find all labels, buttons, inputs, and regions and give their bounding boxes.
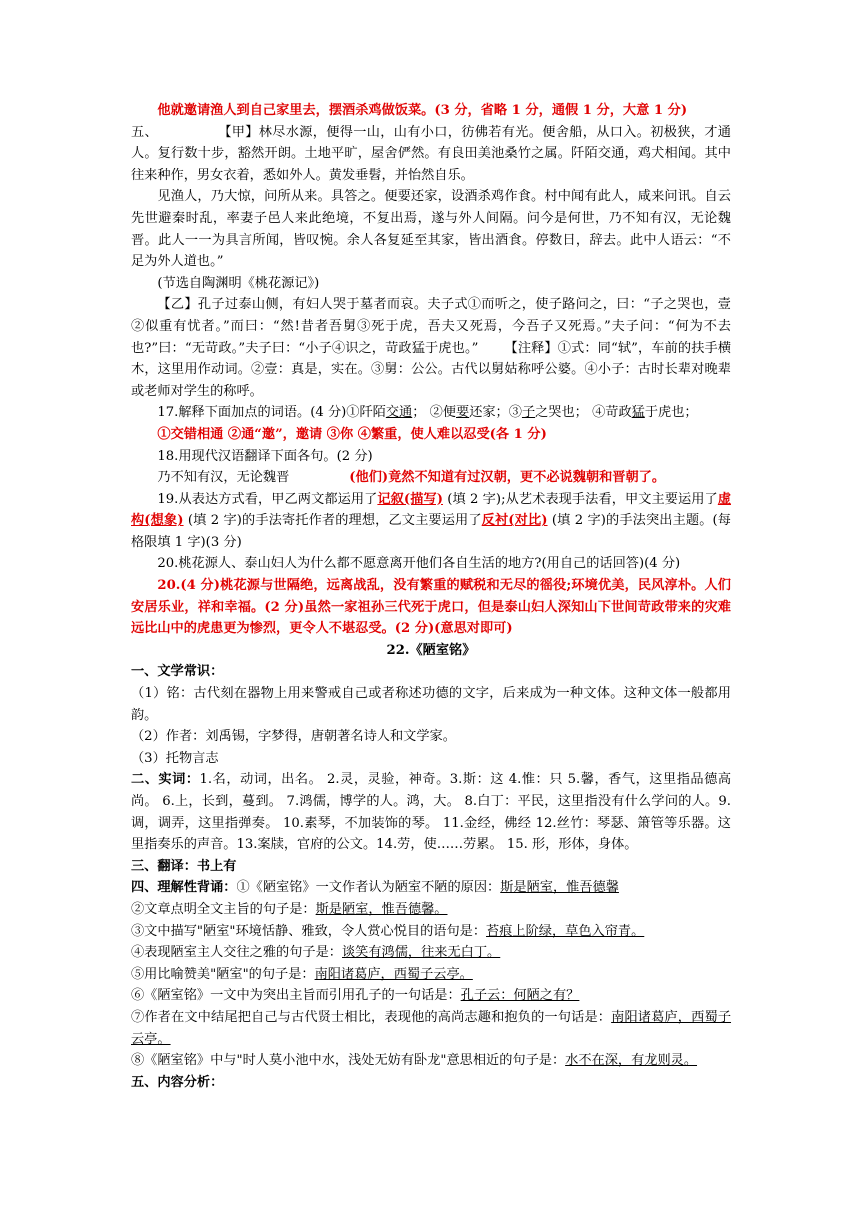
recite-answer: 南阳诸葛庐，西蜀子云亭。 xyxy=(314,966,473,982)
recite-4 xyxy=(131,942,731,964)
recite-question: ⑤用比喻赞美"陋室"的句子是： xyxy=(131,966,315,982)
question-17 xyxy=(131,402,731,424)
yi-para: 【乙】孔子过泰山侧，有妇人哭于墓者而哀。夫子式①而听之，使子路问之，曰：“子之哭也，壹②似重有忧者。”而曰：“然!昔者吾舅③死于虎，吾夫又死焉，今吾子又死焉。”夫子问：“何为不去也?”曰：“无苛政。”夫子曰：“小子④识之，苛政猛于虎也。” xyxy=(131,297,731,356)
q17-word: 猛 xyxy=(631,405,645,421)
question-19 xyxy=(131,489,731,554)
answer-17: ①交错相通 ②通“邀”，邀请 ③你 ④繁重，使人难以忍受(各 1 分) xyxy=(157,426,547,442)
document-page xyxy=(131,100,731,1093)
answer-16: 他就邀请渔人到自己家里去，摆酒杀鸡做饭菜。(3 分，省略 1 分，通假 1 分，大意 1 分) xyxy=(157,103,688,118)
recite-answer: 孔子云：何陋之有？ xyxy=(460,988,580,1004)
q18-sentence: 乃不知有汉，无论魏晋 xyxy=(157,470,290,486)
recite-2 xyxy=(131,899,731,921)
heading-analysis: 五、内容分析： xyxy=(131,1074,224,1090)
lesson-title: 22.《陋室铭》 xyxy=(386,642,476,658)
answer-20-body: 隔绝，远离战乱，没有繁重的赋税和无尽的徭役;环境优美，民风淳朴。人们安居乐业，祥和幸福。(2 分)虽然一家祖孙三代死于虎口，但是泰山妇人深知山下世间苛政带来的灾难远比山中的虎患更为惨烈，更令人不堪忍受。(2 分)(意思对即可) xyxy=(131,578,731,637)
question-18: 18.用现代汉语翻译下面各句。(2 分) xyxy=(157,448,373,464)
jia-source: (节选自陶渊明《桃花源记》) xyxy=(157,275,320,291)
recite-question: ④表现陋室主人交往之雅的句子是： xyxy=(131,945,342,961)
q17-text: 还家；③ xyxy=(469,405,522,421)
section5-label: 五、 xyxy=(131,124,158,140)
recite-answer: 斯是陋室，惟吾德馨。 xyxy=(315,901,448,917)
recite-question: ⑧《陋室铭》中与"时人莫小池中水，浅处无妨有卧龙"意思相近的句子是： xyxy=(131,1053,566,1069)
question-18-sentence xyxy=(131,467,731,489)
q17-text: 于虎也； xyxy=(644,405,698,421)
recite-question: ⑦作者在文中结尾把自己与古代贤士相比，表现他的高尚志趣和抱负的一句话是： xyxy=(131,1009,612,1025)
section5-jia-para1 xyxy=(131,122,731,187)
q19-text: (填 2 字)的手法寄托作者的理想，乙文主要运用了 xyxy=(183,513,482,529)
heading-recite: 四、理解性背诵： xyxy=(131,880,237,896)
q19-text: (填 2 字);从艺术表现手法看，甲文主要运用了 xyxy=(443,491,718,507)
recite-question: ②文章点明全文主旨的句子是： xyxy=(131,901,316,917)
answer-19-blank: 记叙(描写) xyxy=(377,491,443,507)
recite-1 xyxy=(131,877,731,899)
q17-word: 交通 xyxy=(385,405,413,421)
question-20: 20.桃花源人、泰山妇人为什么都不愿意离开他们各自生活的地方?(用自己的话回答)(4 分) xyxy=(157,556,681,572)
recite-answer: 苔痕上阶绿，草色入帘青。 xyxy=(486,923,645,939)
recite-answer: 斯是陋室，惟吾德馨 xyxy=(500,880,619,896)
q19-text: 19.从表达方式看，甲乙两文都运用了 xyxy=(157,491,378,507)
answer-20 xyxy=(131,575,731,640)
vocab-para xyxy=(131,769,731,855)
recite-5 xyxy=(131,964,731,986)
answer-19-blank: 虚构(想象) xyxy=(131,491,731,529)
recite-answer: 南阳诸葛庐，西蜀子云亭。 xyxy=(131,1009,732,1047)
lit-item-3: （3）托物言志 xyxy=(131,750,219,766)
recite-8 xyxy=(131,1050,731,1072)
q17-text: ； ②便 xyxy=(412,405,456,421)
heading-literature: 一、文学常识： xyxy=(131,664,224,680)
q17-word: 子 xyxy=(521,405,536,421)
vocab-body: 1.名，动词，出名。 2.灵，灵验，神奇。3.斯：这 4.惟：只 5.馨，香气，这里指品德高尚。 6.上，长到，蔓到。 7.鸿儒，博学的人。鸿，大。 8.白丁：平民，这里指没有什么学问的人。9.调，调弄，这里指弹奏。 10.素琴，不加装饰的琴。 11.金经，佛经 12.丝竹：琴瑟、箫管等乐器。这里指奏乐的声音。13.案牍，官府的公文。14.劳，使……劳累。 15. 形，形体，身体。 xyxy=(131,772,732,853)
recite-6 xyxy=(131,985,731,1007)
q17-text: 之哭也； ④苛政 xyxy=(535,405,632,421)
lit-item-1: （1）铭：古代刻在器物上用来警戒自己或者称述功德的文字，后来成为一种文体。这种文体一般都用韵。 xyxy=(131,686,731,723)
recite-question: ①《陋室铭》一文作者认为陋室不陋的原因： xyxy=(236,880,501,896)
lit-item-2: （2）作者：刘禹锡，字梦得，唐朝著名诗人和文学家。 xyxy=(131,729,456,745)
q17-text: 17.解释下面加点的词语。(4 分)①阡陌 xyxy=(157,405,386,421)
recite-answer: 水不在深，有龙则灵。 xyxy=(565,1053,698,1069)
answer-19-blank: 反衬(对比) xyxy=(481,513,548,529)
recite-7 xyxy=(131,1007,731,1050)
recite-answer: 谈笑有鸿儒，往来无白丁。 xyxy=(342,945,501,961)
recite-question: ③文中描写"陋室"环境恬静、雅致，令人赏心悦目的语句是： xyxy=(131,923,487,939)
yi-text xyxy=(131,294,731,402)
q19-text: (填 2 字)的手法突出主题。(每格限填 1 字)(3 分) xyxy=(131,513,731,550)
answer-18: (他们)竟然不知道有过汉朝，更不必说魏朝和晋朝了。 xyxy=(349,470,666,486)
heading-vocab: 二、实词： xyxy=(131,772,200,788)
jia-para1-text: 【甲】林尽水源，便得一山，山有小口，彷佛若有光。便舍船，从口入。初极狭，才通人。复行数十步，豁然开朗。土地平旷，屋舍俨然。有良田美池桑竹之属。阡陌交通，鸡犬相闻。其中往来种作，男女衣着，悉如外人。黄发垂髫，并怡然自乐。 xyxy=(131,124,731,183)
q17-word: 要 xyxy=(456,405,470,421)
heading-translation: 三、翻译：书上有 xyxy=(131,858,237,874)
jia-para2: 见渔人，乃大惊，问所从来。具答之。便要还家，设酒杀鸡作食。村中闻有此人，咸来问讯。自云先世避秦时乱，率妻子邑人来此绝境，不复出焉，遂与外人间隔。问今是何世，乃不知有汉，无论魏晋。此人一一为具言所闻，皆叹惋。余人各复延至其家，皆出酒食。停数日，辞去。此中人语云：“不足为外人道也。” xyxy=(131,189,731,270)
annotation: 【注释】①式：同“轼”，车前的扶手横木，这里用作动词。②壹：真是，实在。③舅：公公。古代以舅姑称呼公婆。④小子：古时长辈对晚辈或老师对学生的称呼。 xyxy=(131,340,732,399)
recite-question: ⑥《陋室铭》一文中为突出主旨而引用孔子的一句话是： xyxy=(131,988,461,1004)
answer-20-prefix: 20.(4 分)桃花源与世 xyxy=(157,578,287,594)
recite-3 xyxy=(131,921,731,943)
